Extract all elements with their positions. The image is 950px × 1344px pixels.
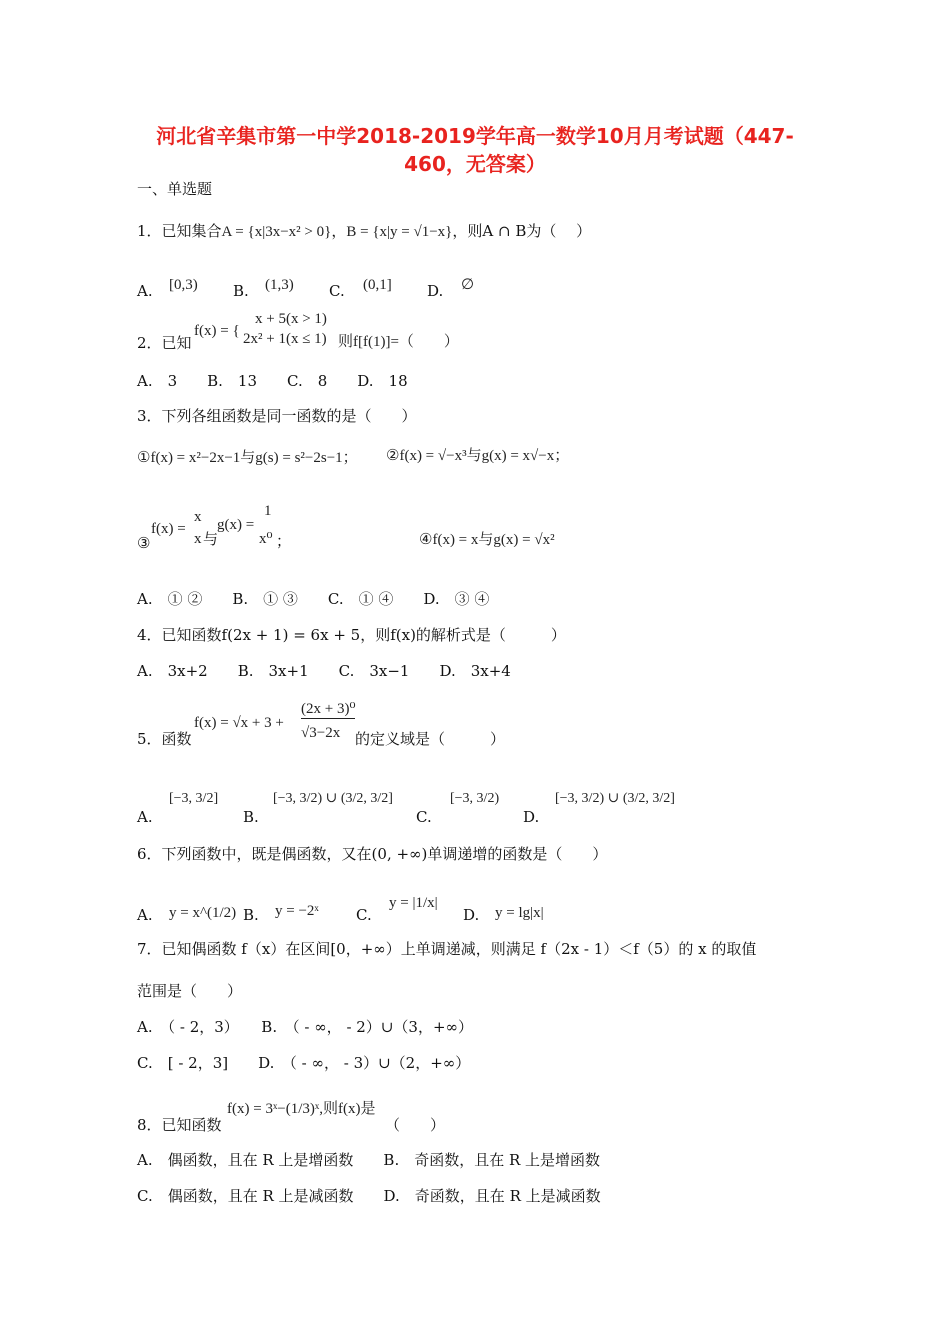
q3-g3-tail: ； (276, 532, 292, 550)
q2-fx: f(x) = { (194, 323, 240, 339)
q3-group-1 (137, 448, 358, 467)
q3-g3-gnum: 1 (264, 503, 272, 519)
q5-stem: 5．函数 (137, 730, 192, 748)
question-5 (137, 700, 657, 752)
q1-opt-d-label: D. (427, 282, 444, 300)
q6-options (137, 880, 597, 924)
q3-stem: 3．下列各组函数是同一函数的是（ ） (137, 407, 417, 425)
q3-g1: ①f(x) = x²−2x−1与g(s) = s²−2s−1； (137, 450, 358, 466)
q1-opt-c: (0,1] (363, 277, 392, 293)
question-1 (137, 222, 591, 241)
q1-comma: ， (331, 222, 347, 240)
q2-tail: 则f[f(1)]=（ ） (338, 334, 459, 350)
q1-tail: ，则A ∩ B为（ ） (452, 222, 592, 240)
q1-opt-b: (1,3) (265, 277, 294, 293)
q6-opt-b: y = −2ˣ (275, 903, 319, 919)
q1-opt-c-label: C. (329, 282, 345, 300)
q5-tail: 的定义域是（ ） (355, 730, 506, 748)
q5-den: √3−2x (301, 725, 341, 741)
question-4: 4．已知函数f(2x + 1) = 6x + 5，则f(x)的解析式是（ ） (137, 626, 566, 644)
q1-stem: 1．已知集合 (137, 222, 222, 240)
q3-g4: ④f(x) = x与g(x) = √x² (419, 532, 555, 548)
q2-stem: 2．已知 (137, 334, 192, 352)
q2-case-2: 2x² + 1(x ≤ 1) (243, 331, 327, 347)
q5-opt-b: [−3, 3/2) ∪ (3/2, 3/2] (273, 791, 393, 806)
q2-case-1: x + 5(x > 1) (255, 311, 327, 327)
q6-opt-c: y = |1/x| (389, 895, 438, 911)
q1-set-a: A = {x|3x−x² > 0} (221, 224, 332, 240)
q5-opt-d: [−3, 3/2) ∪ (3/2, 3/2] (555, 791, 675, 806)
q5-opt-c: [−3, 3/2) (450, 791, 500, 806)
q1-set-b: B = {x|y = √1−x} (346, 224, 453, 240)
page-title-line2: 460，无答案） (404, 152, 546, 176)
q5-opt-a-label: A. (137, 808, 153, 826)
question-7: 7．已知偶函数 f（x）在区间[0，+∞）上单调递减，则满足 f（2x - 1）＜f（5）的 x 的取值 (137, 940, 757, 958)
q6-opt-d: y = lg|x| (495, 905, 544, 921)
q3-g2: ②f(x) = √−x³与g(x) = x√−x； (386, 448, 570, 464)
q6-opt-c-label: C. (356, 906, 372, 924)
q3-g3-mark: ③ (137, 534, 151, 552)
q6-opt-d-label: D. (463, 906, 480, 924)
q8-fx: f(x) = 3ˣ−(1/3)ˣ,则f(x)是 (227, 1101, 376, 1117)
q3-options: A. ① ② B. ① ③ C. ① ④ D. ③ ④ (137, 590, 490, 608)
q3-group-2 (386, 446, 569, 465)
q3-g3-num: x (194, 509, 202, 525)
question-6: 6．下列函数中，既是偶函数，又在(0, +∞)单调递增的函数是（ ） (137, 845, 608, 863)
q3-group-3 (137, 500, 337, 550)
q1-opt-a: [0,3) (169, 277, 198, 293)
q8-options-cd: C. 偶函数，且在 R 上是减函数 D. 奇函数，且在 R 上是减函数 (137, 1187, 601, 1205)
q5-opt-d-label: D. (523, 808, 540, 826)
q8-options-ab: A. 偶函数，且在 R 上是增函数 B. 奇函数，且在 R 上是增函数 (137, 1151, 601, 1169)
section-heading: 一、单选题 (137, 180, 213, 198)
q6-opt-a: y = x^(1/2) (169, 905, 237, 921)
q6-opt-b-label: B. (243, 906, 259, 924)
q5-opt-c-label: C. (416, 808, 432, 826)
q3-g3-f: f(x) = (151, 521, 186, 537)
q3-g3-den: x (194, 531, 202, 547)
q3-group-4 (419, 530, 555, 549)
q3-g3-mid: 与 (203, 530, 219, 548)
q5-opt-a: [−3, 3/2] (169, 791, 219, 806)
question-8 (137, 1098, 557, 1134)
q7-options-ab: A. （ - 2，3） B. （ - ∞， - 2）∪（3，+∞） (137, 1018, 474, 1036)
q1-opt-d: ∅ (461, 277, 475, 293)
q6-opt-a-label: A. (137, 906, 153, 924)
q4-options: A. 3x+2 B. 3x+1 C. 3x−1 D. 3x+4 (137, 662, 511, 680)
q8-stem: 8．已知函数 (137, 1116, 222, 1134)
q1-opt-a-label: A. (137, 282, 153, 300)
question-2 (137, 311, 537, 354)
q5-opt-b-label: B. (243, 808, 259, 826)
q5-options (137, 780, 697, 826)
q7-stem-2: 范围是（ ） (137, 982, 243, 1000)
q3-g3-gden: x⁰ (259, 531, 273, 547)
q8-tail: （ ） (385, 1116, 446, 1134)
page-title-line1: 河北省辛集市第一中学2018-2019学年高一数学10月月考试题（447- (156, 124, 794, 148)
q7-options-cd: C. [ - 2，3] D. （ - ∞， - 3）∪（2，+∞） (137, 1054, 471, 1072)
q1-opt-b-label: B. (233, 282, 249, 300)
q2-options: A. 3 B. 13 C. 8 D. 18 (137, 372, 408, 390)
q5-num: (2x + 3)⁰ (301, 701, 356, 717)
q5-fx: f(x) = √x + 3 + (194, 715, 284, 731)
q3-g3-g: g(x) = (217, 517, 255, 533)
